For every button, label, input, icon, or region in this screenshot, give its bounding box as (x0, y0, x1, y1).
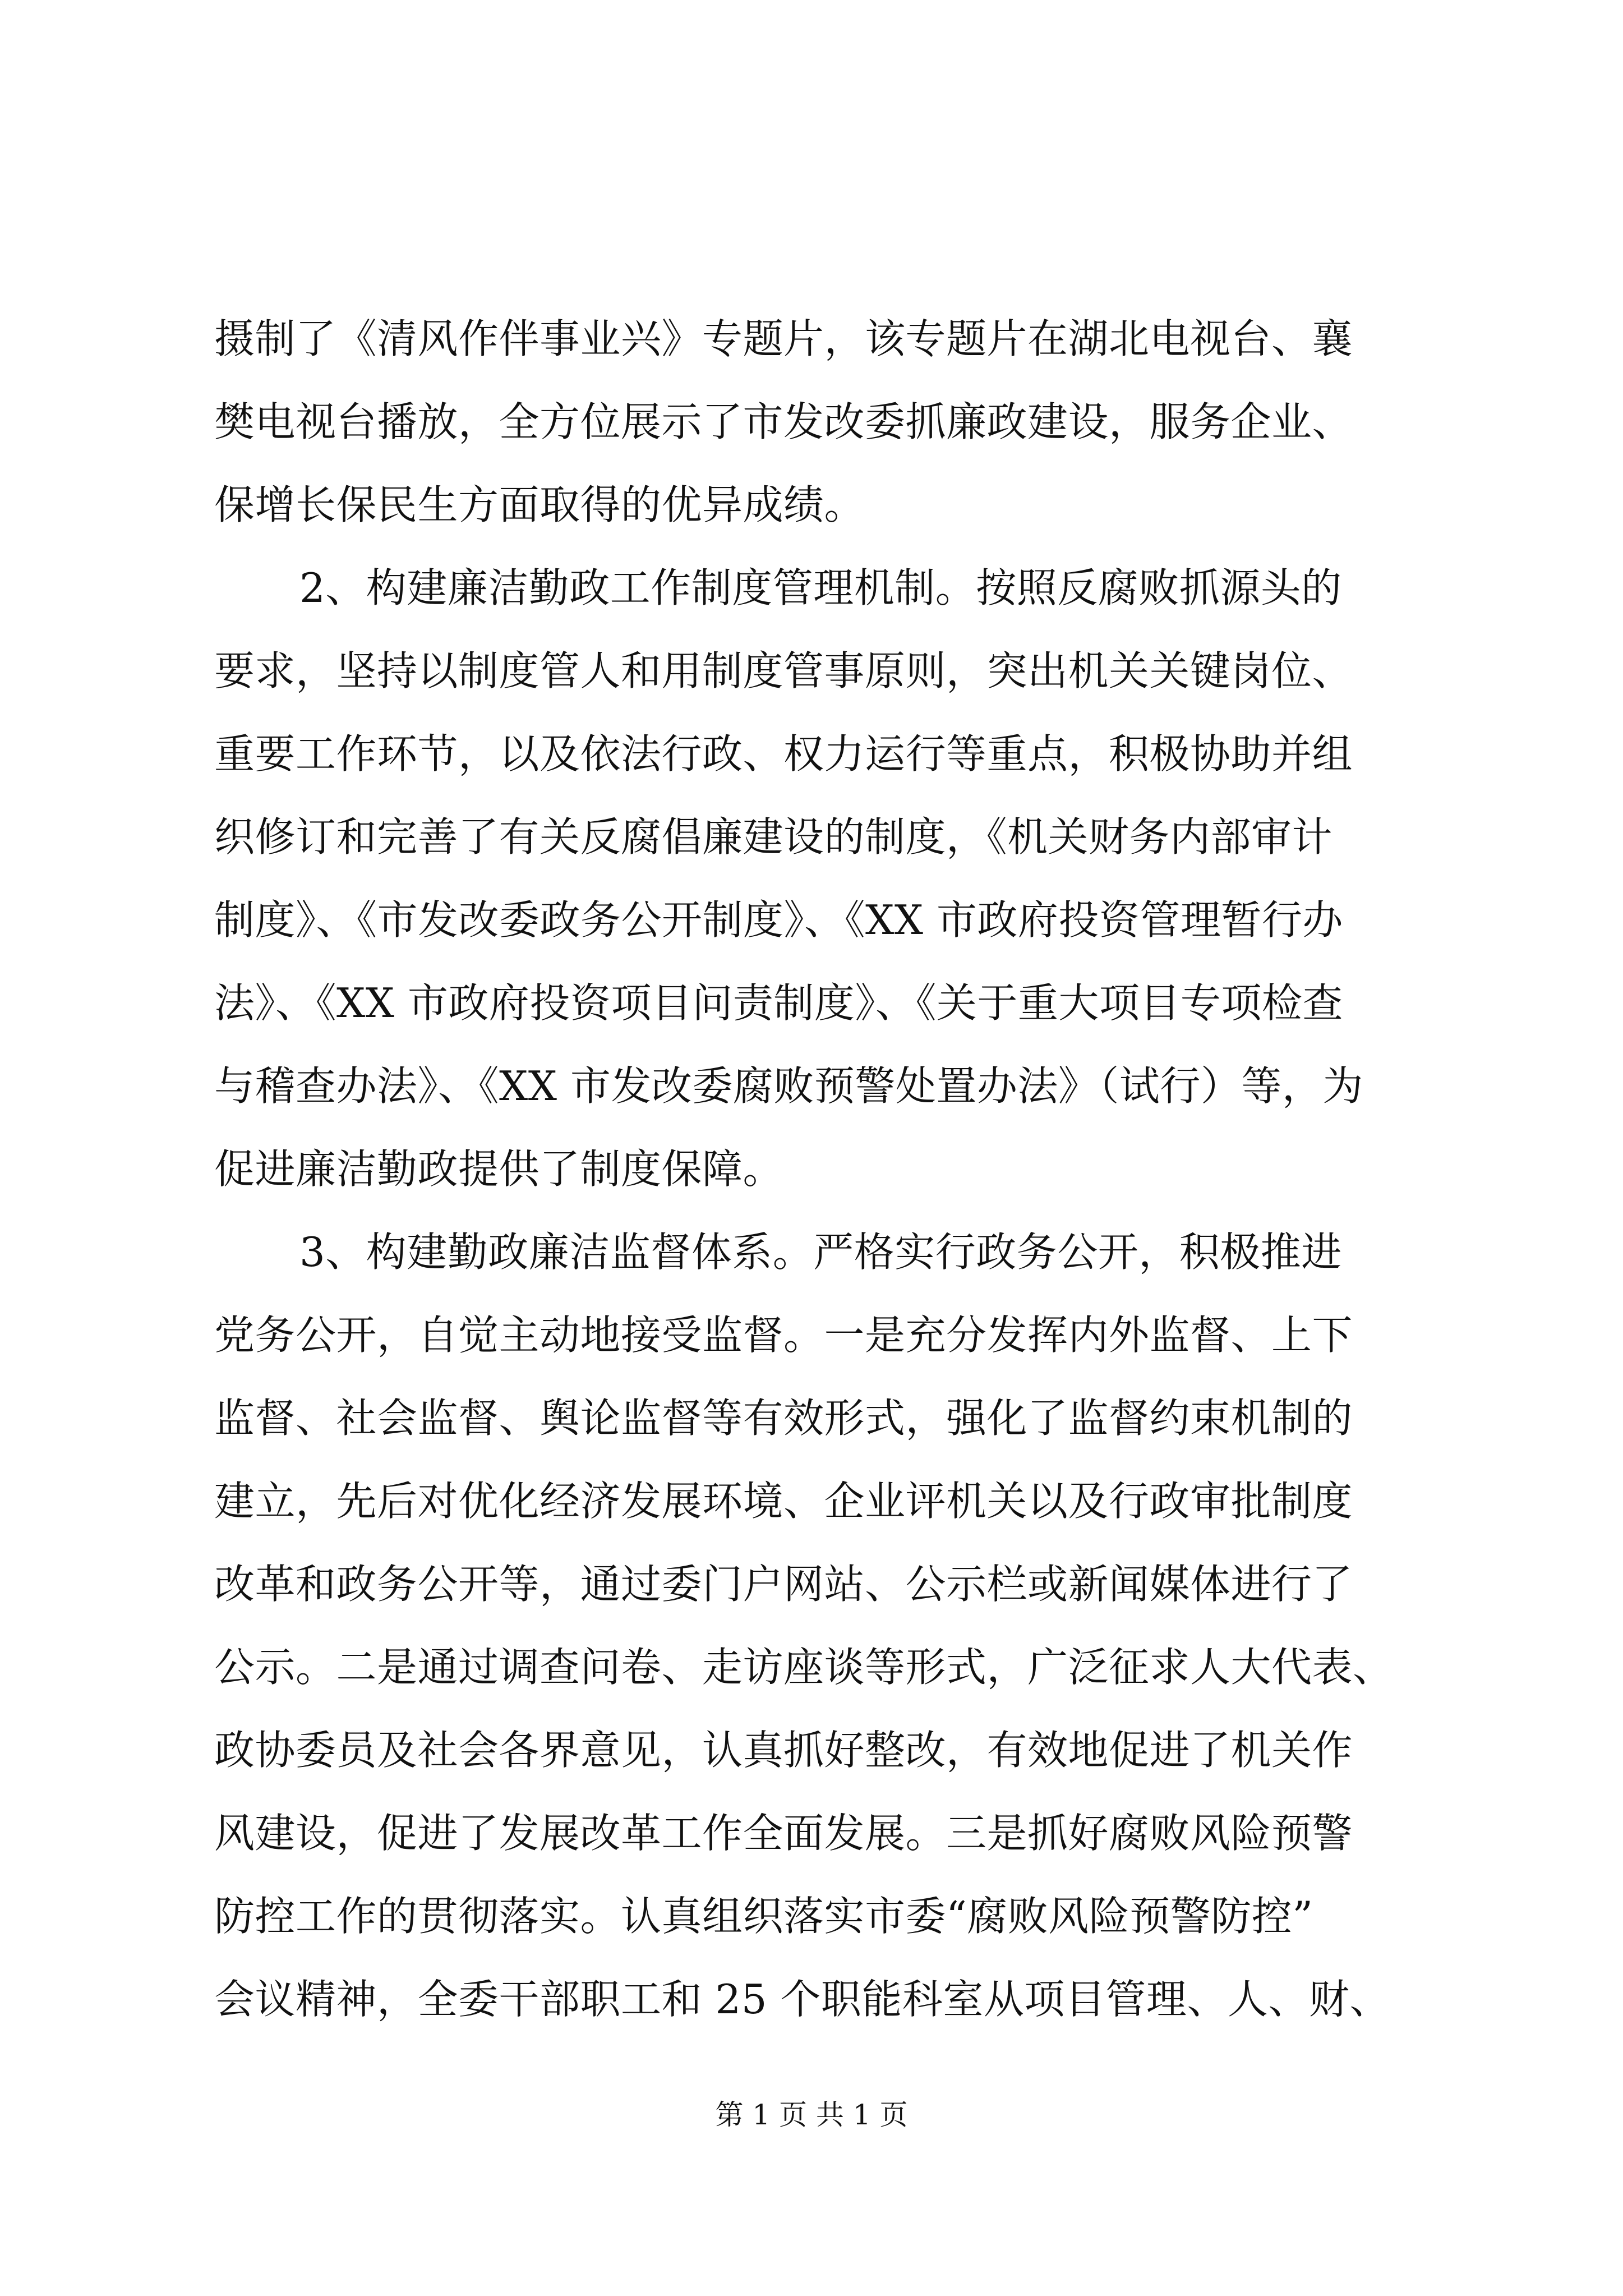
text-line: 风建设，促进了发展改革工作全面发展。三是抓好腐败风险预警 (214, 1810, 1353, 1857)
text-line: 3、构建勤政廉洁监督体系。严格实行政务公开，积极推进 (299, 1228, 1342, 1276)
text-line: 建立，先后对优化经济发展环境、企业评机关以及行政审批制度 (214, 1478, 1353, 1525)
text-line: 政协委员及社会各界意见，认真抓好整改，有效地促进了机关作 (214, 1727, 1353, 1774)
text-line: 2、构建廉洁勤政工作制度管理机制。按照反腐败抓源头的 (299, 564, 1342, 611)
page-footer: 第 1 页 共 1 页 (715, 2099, 908, 2131)
text-line: 促进廉洁勤政提供了制度保障。 (214, 1145, 784, 1193)
text-line: 保增长保民生方面取得的优异成绩。 (214, 481, 865, 528)
text-line: 要求，坚持以制度管人和用制度管事原则，突出机关关键岗位、 (214, 647, 1353, 694)
text-line: 改革和政务公开等，通过委门户网站、公示栏或新闻媒体进行了 (214, 1561, 1353, 1608)
text-line: 与稽查办法》、《XX 市发改委腐败预警处置办法》（试行）等，为 (214, 1062, 1363, 1110)
text-line: 会议精神，全委干部职工和 25 个职能科室从项目管理、人、财、 (214, 1976, 1390, 2023)
text-line: 防控工作的贯彻落实。认真组织落实市委“腐败风险预警防控” (214, 1893, 1313, 1940)
text-line: 制度》、《市发改委政务公开制度》、《XX 市政府投资管理暂行办 (214, 896, 1343, 944)
text-line: 党务公开，自觉主动地接受监督。一是充分发挥内外监督、上下 (214, 1312, 1353, 1359)
text-line: 法》、《XX 市政府投资项目问责制度》、《关于重大项目专项检查 (214, 979, 1343, 1027)
text-line: 重要工作环节，以及依法行政、权力运行等重点，积极协助并组 (214, 730, 1353, 777)
document-body (214, 297, 1414, 2041)
text-line: 公示。二是通过调查问卷、走访座谈等形式，广泛征求人大代表、 (214, 1644, 1394, 1691)
text-line: 织修订和完善了有关反腐倡廉建设的制度，《机关财务内部审计 (214, 813, 1333, 861)
text-line: 樊电视台播放，全方位展示了市发改委抓廉政建设，服务企业、 (214, 398, 1353, 445)
text-line: 摄制了《清风作伴事业兴》专题片，该专题片在湖北电视台、襄 (214, 315, 1353, 362)
text-line: 监督、社会监督、舆论监督等有效形式，强化了监督约束机制的 (214, 1395, 1353, 1442)
